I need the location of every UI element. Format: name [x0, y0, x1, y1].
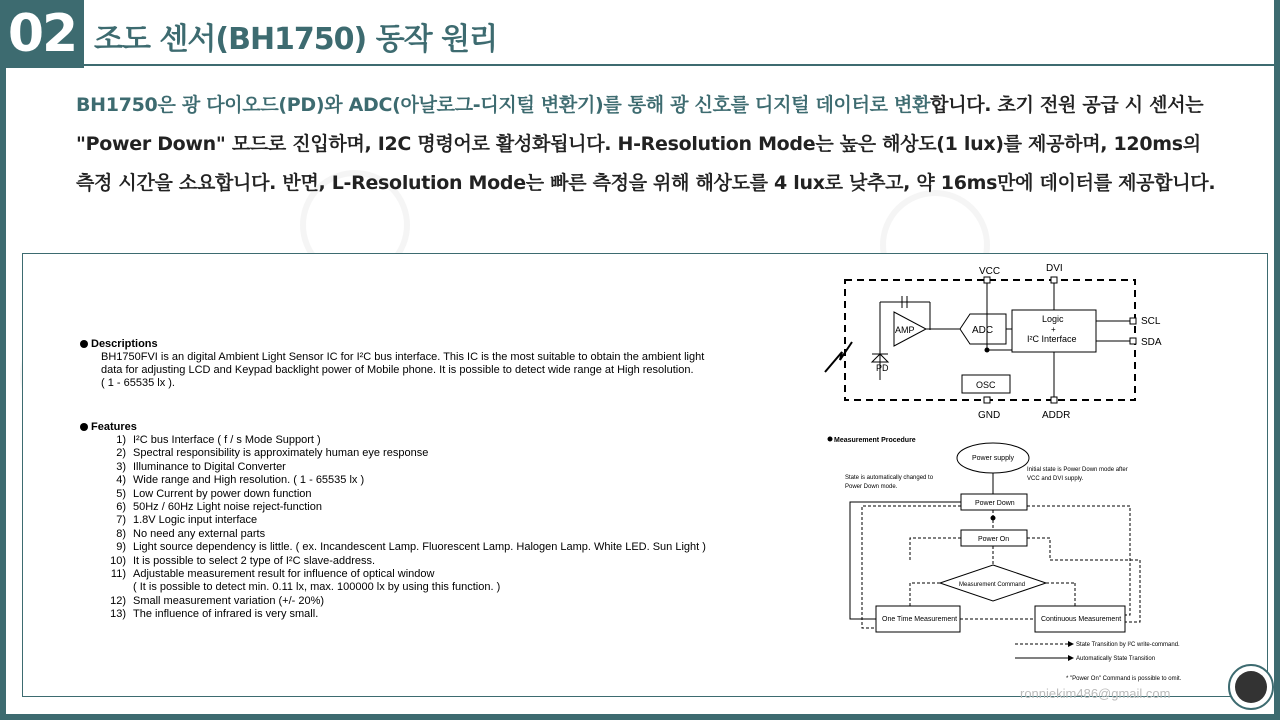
feature-number: 5) [116, 487, 126, 500]
feature-text: Spectral responsibility is approximately human eye response [133, 447, 429, 460]
gnd-label: GND [978, 410, 1001, 421]
title-underline [84, 64, 1280, 66]
paragraph-rest: 합니다. 초기 전원 공급 시 센서는 "Power Down" 모드로 진입하며, I2C 명령어로 활성화됩니다. H-Resolution Mode는 높은 해상도(1 lux)를 제공하며, 120ms의 측정 시간을 소요합니다. 반면, L-Resolution Mode는 빠른 측정을 위해 해상도를 4 lux로 낮추고, 약 16ms만에 데이터를 제공합니다. [76, 94, 1216, 194]
descriptions-text [101, 351, 761, 390]
feature-item [93, 541, 793, 554]
author-email: ronniekim486@gmail.com [1020, 686, 1171, 701]
paragraph-highlight: BH1750은 광 다이오드(PD)와 ADC(아날로그-디지털 변환기)를 통해 광 신호를 디지털 데이터로 변환 [76, 94, 931, 116]
feature-item [93, 608, 793, 621]
description-line: data for adjusting LCD and Keypad backlight power of Mobile phone. It is possible to detect wide range at High resolution. [101, 364, 694, 376]
power-on-label: Power On [978, 536, 1010, 543]
dvi-pin [1051, 277, 1057, 283]
features-list [93, 434, 793, 622]
feature-text: Low Current by power down function [133, 487, 312, 500]
legend-1: State Transition by I²C write-command. [1076, 642, 1180, 648]
scl-pin [1130, 318, 1136, 324]
amp-label: AMP [895, 325, 915, 335]
features-heading-text: Features [91, 421, 137, 433]
descriptions-heading [80, 338, 158, 350]
note-right-1: Initial state is Power Down mode after [1027, 467, 1128, 473]
adc-label: ADC [972, 325, 994, 336]
feature-number: 2) [116, 447, 126, 460]
steamedu-logo-icon [1228, 664, 1274, 710]
section-number: 02 [0, 0, 84, 68]
measurement-procedure-diagram [820, 430, 1220, 685]
feature-item [93, 501, 793, 514]
feature-item [93, 595, 793, 608]
continuous-measurement-label: Continuous Measurement [1041, 616, 1122, 623]
dashed-loop-right [1027, 506, 1130, 615]
feature-text: Illuminance to Digital Converter [133, 460, 286, 473]
frame-bottom [0, 714, 1280, 720]
feature-number: 4) [116, 474, 126, 487]
vcc-pin [984, 277, 990, 283]
scl-label: SCL [1141, 316, 1161, 327]
feature-item [93, 474, 793, 487]
feature-number: 3) [116, 460, 126, 473]
feature-item [93, 555, 793, 568]
page-title: 조도 센서(BH1750) 동작 원리 [94, 22, 498, 57]
note-left-2: Power Down mode. [845, 484, 898, 490]
addr-label: ADDR [1042, 410, 1071, 421]
feature-subtext: ( It is possible to detect min. 0.11 lx, max. 100000 lx by using this function. ) [133, 581, 501, 594]
legend-2: Automatically State Transition [1076, 656, 1156, 662]
light-arrow [825, 342, 852, 372]
features-heading [80, 421, 137, 433]
bullet-icon [80, 340, 88, 348]
note-left-1: State is automatically changed to [845, 475, 934, 481]
feature-text: Light source dependency is little. ( ex. Incandescent Lamp. Fluorescent Lamp. Halogen Lamp. White LED. Sun Light ) [133, 541, 706, 554]
feature-item [93, 461, 793, 474]
frame-left [0, 0, 6, 720]
title-bar [0, 0, 1280, 68]
feature-text: The influence of infrared is very small. [133, 608, 319, 621]
gnd-pin [984, 397, 990, 403]
feature-text: Small measurement variation (+/- 20%) [133, 594, 325, 607]
explanation-paragraph [76, 86, 1216, 203]
feature-number: 6) [116, 501, 126, 514]
feature-text: 1.8V Logic input interface [133, 514, 258, 527]
feature-item [93, 488, 793, 501]
legend-arrowhead [1068, 641, 1074, 647]
descriptions-heading-text: Descriptions [91, 338, 158, 350]
feature-item [93, 568, 793, 581]
legend-arrowhead [1068, 655, 1074, 661]
block-diagram [820, 260, 1180, 425]
logic-label: Logic [1042, 314, 1064, 324]
feature-number: 12) [110, 594, 126, 607]
feature-number: 8) [116, 527, 126, 540]
sda-label: SDA [1141, 337, 1162, 348]
feature-item [93, 514, 793, 527]
i2c-interface-label: I²C Interface [1027, 334, 1077, 344]
feature-text: I²C bus Interface ( f / s Mode Support ) [133, 434, 321, 446]
bullet-icon [80, 423, 88, 431]
power-down-label: Power Down [975, 500, 1015, 507]
vcc-label: VCC [979, 266, 1001, 277]
feature-number: 11) [110, 568, 126, 581]
feature-number: 13) [110, 608, 126, 621]
feature-number: 9) [116, 541, 126, 554]
feature-text: It is possible to select 2 type of I²C slave-address. [133, 554, 376, 567]
feature-text: 50Hz / 60Hz Light noise reject-function [133, 501, 322, 514]
measurement-command-label: Measurement Command [959, 582, 1026, 588]
note-right-2: VCC and DVI supply. [1027, 476, 1084, 482]
description-line: ( 1 - 65535 lx ). [101, 377, 175, 389]
logo-inner [1235, 671, 1267, 703]
junction-dot [991, 516, 996, 521]
pd-label: PD [876, 363, 889, 373]
feature-item [93, 434, 793, 447]
frame-right [1274, 0, 1280, 720]
auto-return-path [850, 502, 961, 619]
bullet-icon [828, 437, 833, 442]
footnote: * "Power On" Command is possible to omit. [1066, 676, 1182, 682]
feature-text: No need any external parts [133, 527, 266, 540]
feature-number: 10) [110, 554, 126, 567]
description-line: BH1750FVI is an digital Ambient Light Sensor IC for I²C bus interface. This IC is the most suitable to obtain the ambient light [101, 351, 705, 363]
feature-number: 7) [116, 514, 126, 527]
feature-item [93, 447, 793, 460]
logic-plus: + [1051, 325, 1056, 334]
one-time-measurement-label: One Time Measurement [882, 616, 958, 623]
osc-label: OSC [976, 380, 996, 390]
addr-pin [1051, 397, 1057, 403]
feature-number: 1) [116, 434, 126, 446]
feature-item [93, 528, 793, 541]
measurement-heading: Measurement Procedure [834, 437, 916, 444]
dvi-label: DVI [1046, 263, 1063, 274]
dashed-loop-left-2 [910, 538, 961, 560]
feature-text: Adjustable measurement result for influence of optical window [133, 568, 435, 581]
feature-text: Wide range and High resolution. ( 1 - 65535 lx ) [133, 474, 365, 487]
sda-pin [1130, 338, 1136, 344]
power-supply-label: Power supply [972, 455, 1015, 462]
